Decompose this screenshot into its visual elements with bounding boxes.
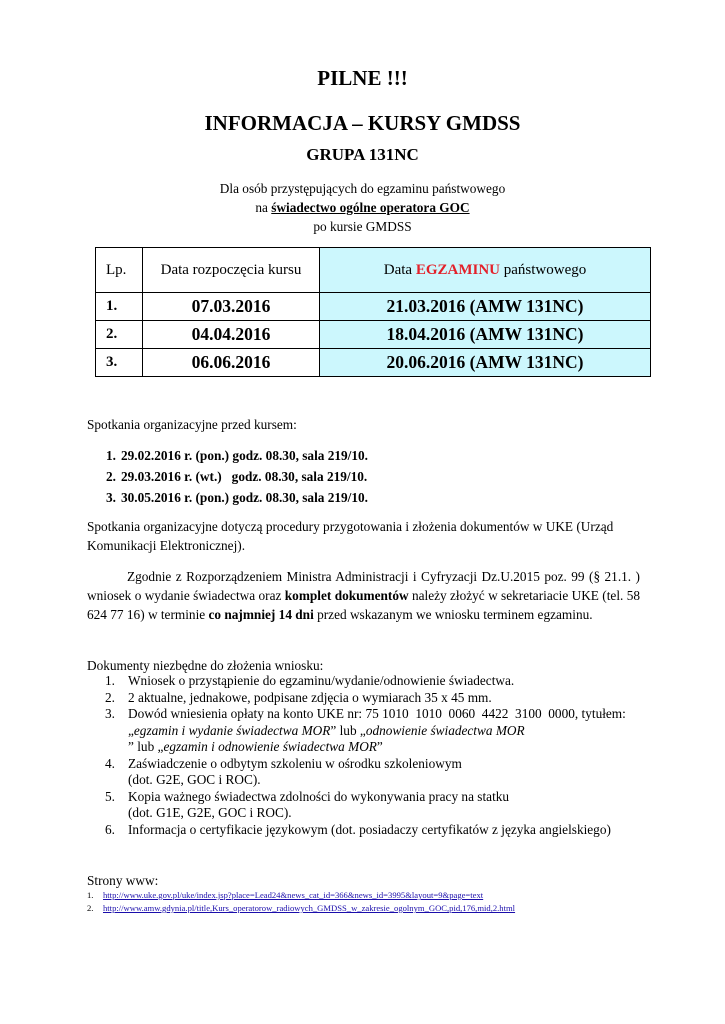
certificate-name: świadectwo ogólne operatora GOC [271, 200, 470, 215]
document-title: INFORMACJA – KURSY GMDSS [204, 111, 521, 135]
row-start-date: 07.03.2016 [143, 293, 320, 321]
meetings-heading: Spotkania organizacyjne przed kursem: [87, 417, 297, 432]
document-text [128, 756, 462, 788]
meetings-list [87, 445, 368, 508]
paragraph-part-1: Zgodnie z Rozporządzeniem Ministra Administracji i Cyfryzacji Dz.U.2015 poz. 99 (§ 21.1. ) wniosek o wydanie świadectwa oraz [87, 569, 640, 603]
header-start-date: Data rozpoczęcia kursu [143, 248, 320, 293]
list-item [105, 690, 645, 707]
urgent-heading: PILNE !!! [317, 66, 408, 90]
list-number: 2. [106, 469, 116, 484]
intro-line-2-prefix: na [255, 200, 272, 215]
row-start-date: 04.04.2016 [143, 321, 320, 349]
header-lp: Lp. [96, 248, 143, 293]
row-start-date: 06.06.2016 [143, 349, 320, 377]
list-number: 1. [87, 890, 94, 900]
row-lp: 2. [96, 321, 143, 349]
list-item [105, 756, 645, 789]
intro-line-1: Dla osób przystępujących do egzaminu państwowego [219, 181, 506, 196]
intro-line-3: po kursie GMDSS [313, 219, 412, 234]
document-line: Kopia ważnego świadectwa zdolności do wykonywania pracy na statku [128, 788, 510, 804]
row-exam-date: 21.03.2016 (AMW 131NC) [320, 293, 651, 321]
header-exam-date [320, 248, 651, 293]
regulation-paragraph [87, 567, 640, 624]
document-line: Zaświadczenie o odbytym szkoleniu w ośrodku szkoleniowym [128, 755, 462, 771]
course-dates-table [95, 247, 651, 377]
row-lp: 3. [96, 349, 143, 377]
list-item [105, 673, 645, 690]
links-heading: Strony www: [87, 873, 159, 888]
header-exam-prefix: Data [383, 261, 416, 278]
paragraph-part-3: przed wskazanym we wniosku terminem egzaminu. [313, 607, 593, 622]
payment-title-1: egzamin i wydanie świadectwa MOR [133, 722, 331, 738]
intro-line-2 [0, 198, 725, 217]
list-item [105, 706, 645, 756]
document-text [128, 706, 629, 754]
document-line: (dot. G2E, GOC i ROC). [128, 772, 261, 787]
list-item [105, 822, 645, 839]
payment-text-c: ” lub „ [128, 739, 164, 754]
row-exam-date: 20.06.2016 (AMW 131NC) [320, 349, 651, 377]
paragraph-part-2: należy złożyć w sekretariacie UKE (tel. 58 624 77 16) w terminie [87, 588, 641, 622]
row-exam-date: 18.04.2016 (AMW 131NC) [320, 321, 651, 349]
list-number: 6. [105, 821, 115, 837]
document-text: 2 aktualne, jednakowe, podpisane zdjęcia o wymiarach 35 x 45 mm. [128, 689, 492, 705]
list-item [87, 902, 515, 915]
paragraph-bold-1: komplet dokumentów [284, 588, 409, 603]
payment-text-a: Dowód wniesienia opłaty na konto UKE nr: 75 1010 1010 0060 4422 3100 0000, tytułem: „ [128, 706, 630, 738]
document-text: Wniosek o przystąpienie do egzaminu/wydanie/odnowienie świadectwa. [128, 673, 515, 688]
table-row [96, 293, 651, 321]
payment-title-3: egzamin i odnowienie świadectwa MOR [163, 739, 377, 754]
document-text [128, 789, 509, 821]
list-number: 3. [106, 490, 116, 505]
meeting-text: 29.02.2016 r. (pon.) godz. 08.30, sala 219/10. [121, 448, 368, 463]
table-row [96, 321, 651, 349]
list-item [87, 445, 368, 466]
documents-list [105, 673, 645, 838]
meeting-text: 29.03.2016 r. (wt.) godz. 08.30, sala 219/10. [121, 469, 368, 484]
payment-text-b: ” lub „ [330, 722, 366, 738]
document-line: (dot. G1E, G2E, GOC i ROC). [128, 805, 292, 820]
row-lp: 1. [96, 293, 143, 321]
paragraph-bold-2: co najmniej 14 dni [208, 607, 314, 622]
header-exam-highlight: EGZAMINU [415, 261, 500, 278]
uke-link[interactable]: http://www.uke.gov.pl/uke/index.jsp?place=Lead24&news_cat_id=366&news_id=3995&layout=9&page=text [103, 890, 484, 900]
amw-link[interactable]: http://www.amw.gdynia.pl/title,Kurs_operatorow_radiowych_GMDSS_w_zakresie_ogolnym_GOC,pid,176,mid,2.html [103, 903, 516, 913]
list-number: 5. [105, 788, 115, 804]
links-list [87, 889, 515, 915]
meeting-text: 30.05.2016 r. (pon.) godz. 08.30, sala 219/10. [121, 490, 368, 505]
payment-text-d: ” [376, 739, 383, 754]
list-item [87, 466, 368, 487]
table-header-row [96, 248, 651, 293]
list-number: 1. [105, 673, 115, 688]
list-number: 1. [106, 448, 116, 463]
document-text: Informacja o certyfikacie językowym (dot. posiadaczy certyfikatów z języka angielskiego) [128, 821, 611, 837]
list-number: 3. [105, 706, 115, 721]
payment-title-2: odnowienie świadectwa MOR [365, 722, 525, 738]
group-subtitle: GRUPA 131NC [306, 145, 419, 164]
list-number: 2. [87, 903, 94, 913]
documents-heading: Dokumenty niezbędne do złożenia wniosku: [87, 658, 324, 673]
list-item [87, 889, 515, 902]
intro-text [0, 179, 725, 236]
list-number: 4. [105, 755, 115, 771]
list-item [105, 789, 645, 822]
header-exam-suffix: państwowego [500, 261, 587, 278]
list-number: 2. [105, 689, 115, 705]
procedure-text: Spotkania organizacyjne dotyczą procedury przygotowania i złożenia dokumentów w UKE (Urząd Komunikacji Elektronicznej). [87, 519, 614, 553]
table-row [96, 349, 651, 377]
list-item [87, 487, 368, 508]
